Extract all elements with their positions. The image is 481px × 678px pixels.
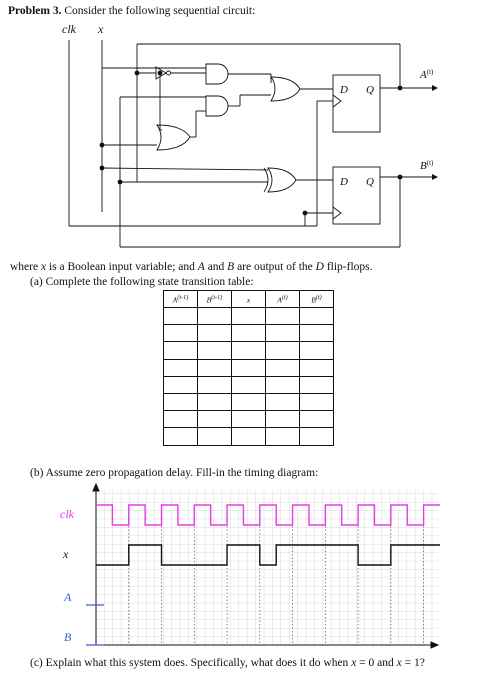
problem-text: Consider the following sequential circuit: xyxy=(64,5,256,17)
table-cell[interactable] xyxy=(266,393,300,410)
table-cell[interactable] xyxy=(300,325,334,342)
table-cell[interactable] xyxy=(164,376,198,393)
problem-heading xyxy=(8,6,255,18)
table-row xyxy=(164,376,334,393)
table-row xyxy=(164,411,334,428)
table-cell[interactable] xyxy=(164,342,198,359)
table-cell[interactable] xyxy=(232,342,266,359)
table-cell[interactable] xyxy=(164,428,198,445)
output-a-label: $A^{(t)}$ xyxy=(420,68,434,81)
ff-b-q-label: Q xyxy=(366,176,374,188)
or-gate-2 xyxy=(271,77,300,101)
part-c-prompt: (c) Explain what this system does. Specifically, what does it do when x = 0 and x = 1? xyxy=(30,657,425,669)
table-cell[interactable] xyxy=(198,359,232,376)
junction-dot xyxy=(135,71,140,76)
table-cell[interactable] xyxy=(266,428,300,445)
table-cell[interactable] xyxy=(164,393,198,410)
x-to-xor xyxy=(102,168,268,170)
table-cell[interactable] xyxy=(266,308,300,325)
table-cell[interactable] xyxy=(266,325,300,342)
table-cell[interactable] xyxy=(300,308,334,325)
table-cell[interactable] xyxy=(266,342,300,359)
table-row xyxy=(164,325,334,342)
table-cell[interactable] xyxy=(232,393,266,410)
and-gate-2 xyxy=(206,96,228,116)
part-a-prompt: (a) Complete the following state transition table: xyxy=(30,276,254,288)
table-cell[interactable] xyxy=(300,359,334,376)
junction-dot xyxy=(398,86,403,91)
part-b-prompt: (b) Assume zero propagation delay. Fill-in the timing diagram: xyxy=(30,467,319,479)
timing-label-b: B xyxy=(64,630,72,644)
header-b-prev: $B^{(t-1)}$ xyxy=(198,291,232,308)
table-cell[interactable] xyxy=(232,376,266,393)
not-bubble xyxy=(167,71,171,75)
junction-dot xyxy=(118,180,123,185)
table-cell[interactable] xyxy=(164,359,198,376)
ff-a-clock-triangle xyxy=(333,95,341,107)
table-cell[interactable] xyxy=(198,376,232,393)
clock-edge-guides xyxy=(129,505,424,645)
table-cell[interactable] xyxy=(232,359,266,376)
table-row xyxy=(164,359,334,376)
table-cell[interactable] xyxy=(198,428,232,445)
table-cell[interactable] xyxy=(300,342,334,359)
table-cell[interactable] xyxy=(164,308,198,325)
circuit-diagram xyxy=(0,18,481,258)
x-input-label: x xyxy=(98,22,104,36)
timing-label-clk: clk xyxy=(60,507,74,521)
header-a-prev: $A^{(t-1)}$ xyxy=(164,291,198,308)
table-cell[interactable] xyxy=(198,308,232,325)
table-cell[interactable] xyxy=(266,359,300,376)
table-cell[interactable] xyxy=(300,428,334,445)
table-header-row xyxy=(164,291,334,308)
timing-grid xyxy=(96,490,438,645)
description-line: where x is a Boolean input variable; and A and B are output of the D flip-flops. xyxy=(10,261,373,273)
x-axis-arrow-icon xyxy=(431,642,438,648)
table-cell[interactable] xyxy=(266,376,300,393)
table-cell[interactable] xyxy=(232,325,266,342)
ff-b-clock-triangle xyxy=(333,207,341,219)
table-cell[interactable] xyxy=(164,411,198,428)
clk-input-label: clk xyxy=(62,22,76,36)
ff-a-d-label: D xyxy=(340,84,348,96)
xor-gate xyxy=(268,168,296,192)
or-gate-1 xyxy=(157,125,190,150)
table-cell[interactable] xyxy=(300,376,334,393)
xor-gate-extra-arc xyxy=(264,168,268,192)
table-row xyxy=(164,342,334,359)
and-gate-1 xyxy=(206,64,228,84)
table-cell[interactable] xyxy=(198,411,232,428)
ff-a-q-label: Q xyxy=(366,84,374,96)
table-row xyxy=(164,308,334,325)
junction-dot xyxy=(303,211,308,216)
timing-diagram xyxy=(0,480,481,655)
junction-dot xyxy=(158,71,163,76)
table-cell[interactable] xyxy=(300,411,334,428)
ff-b-d-label: D xyxy=(340,176,348,188)
table-cell[interactable] xyxy=(198,393,232,410)
header-x: x xyxy=(232,291,266,308)
table-cell[interactable] xyxy=(232,308,266,325)
junction-dot xyxy=(100,166,105,171)
a-arrow-icon xyxy=(432,85,438,91)
b-arrow-icon xyxy=(432,174,438,180)
junction-dot xyxy=(398,175,403,180)
state-transition-table xyxy=(163,290,334,446)
table-cell[interactable] xyxy=(198,342,232,359)
timing-label-a: A xyxy=(64,590,72,604)
output-b-label: $B^{(t)}$ xyxy=(420,159,434,172)
table-cell[interactable] xyxy=(300,393,334,410)
table-row xyxy=(164,393,334,410)
table-row xyxy=(164,428,334,445)
y-axis-arrow-icon xyxy=(93,484,99,491)
header-a-next: $A^{(t)}$ xyxy=(266,291,300,308)
junction-dot xyxy=(100,143,105,148)
x-waveform xyxy=(96,545,440,565)
table-cell[interactable] xyxy=(232,428,266,445)
clk-waveform xyxy=(96,505,440,525)
timing-axes xyxy=(86,484,438,648)
table-cell[interactable] xyxy=(232,411,266,428)
timing-label-x: x xyxy=(63,547,69,561)
table-cell[interactable] xyxy=(164,325,198,342)
table-cell[interactable] xyxy=(266,411,300,428)
problem-label: Problem 3. xyxy=(8,5,62,17)
header-b-next: $B^{(t)}$ xyxy=(300,291,334,308)
table-cell[interactable] xyxy=(198,325,232,342)
